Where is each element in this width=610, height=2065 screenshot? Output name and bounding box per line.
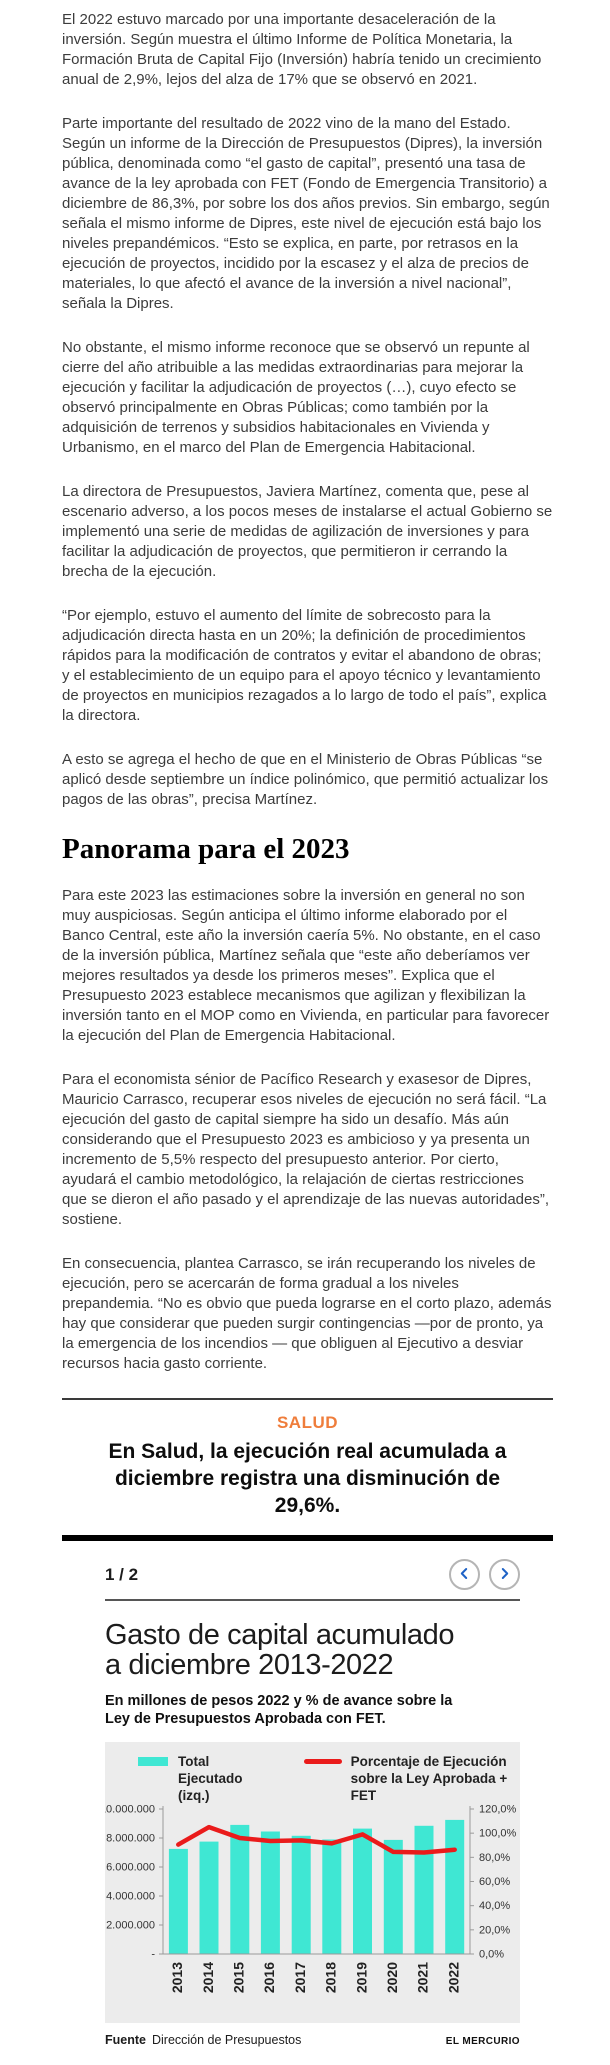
svg-text:0,0%: 0,0% [479,1948,505,1961]
chevron-right-icon [498,1567,511,1583]
svg-text:-: - [151,1948,155,1961]
chart-title: Gasto de capital acumulado a diciembre 2013-2022 [105,1619,455,1681]
svg-text:2015: 2015 [230,1962,247,1994]
chart-legend [105,1753,520,1804]
svg-text:120,0%: 120,0% [479,1804,517,1816]
carousel-nav [449,1559,520,1590]
svg-text:2022: 2022 [445,1962,462,1994]
svg-text:2013: 2013 [169,1962,186,1994]
next-slide-button[interactable] [489,1559,520,1590]
chart-carousel [105,1559,520,2047]
chart-source: Fuente Dirección de Presupuestos [105,2033,302,2047]
related-story-headline: En Salud, la ejecución real acumulada a diciembre registra una disminución de 29,6%. [108,1440,507,1517]
svg-text:80,0%: 80,0% [479,1851,511,1864]
chart-source-row [105,2033,520,2047]
svg-text:8.000.000: 8.000.000 [106,1832,155,1845]
publisher-credit: EL MERCURIO [445,2036,520,2047]
svg-text:4.000.000: 4.000.000 [106,1890,155,1903]
article-paragraph: “Por ejemplo, estuvo el aumento del límite de sobrecosto para la adjudicación directa hasta en un 20%; la definición de procedimientos rápidos para la modificación de contratos y evitar el abandono de obras; y el establecimiento de un equipo para el apoyo técnico y levantamiento de proyectos en municipios rezagados a lo largo de todo el país”, explica la directora. [62,607,547,724]
svg-text:2019: 2019 [353,1962,370,1994]
svg-text:100,0%: 100,0% [479,1827,517,1840]
carousel-pagination: 1 / 2 [105,1564,139,1584]
prev-slide-button[interactable] [449,1559,480,1590]
chart-subtitle: En millones de pesos 2022 y % de avance sobre la Ley de Presupuestos Aprobada con FET. [105,1693,453,1727]
svg-text:2017: 2017 [291,1962,308,1994]
svg-text:2.000.000: 2.000.000 [106,1919,155,1932]
bar-swatch-icon [138,1757,168,1766]
svg-text:20,0%: 20,0% [479,1924,511,1937]
combo-chart [105,1804,520,2023]
section-kicker: SALUD [276,1413,339,1432]
chart-figure [105,1742,520,2023]
carousel-header [105,1559,520,1601]
section-heading: Panorama para el 2023 [62,833,350,865]
article-paragraph: Para el economista sénior de Pacífico Research y exasesor de Dipres, Mauricio Carrasco, recuperar esos niveles de ejecución no será fácil. “La ejecución del gasto de capital siempre ha sido un desafío. Más aún considerando que el Presupuesto 2023 es ambicioso y ya presenta un incremento de 5,5% respecto del presupuesto anterior. Por cierto, ayudará el cambio metodológico, la relajación de ciertas restricciones que se dieron el año pasado y el aprendizaje de las nuevas autoridades”, sostiene. [62,1071,550,1228]
article-paragraph: Para este 2023 las estimaciones sobre la inversión en general no son muy auspiciosas. Según anticipa el último informe elaborado por el Banco Central, este año la inversión caería 5%. No obstante, en el caso de la inversión pública, Martínez señala que “este año deberíamos ver mejores resultados ya desde los primeros meses”. Explica que el Presupuesto 2023 establece mecanismos que agilizan y flexibilizan la inversión tanto en el MOP como en Vivienda, en particular para favorecer la ejecución del Plan de Emergencia Habitacional. [62,887,550,1044]
article-paragraph: El 2022 estuvo marcado por una importante desaceleración de la inversión. Según muestra el último Informe de Política Monetaria, la Formación Bruta de Capital Fijo (Inversión) habría tenido un crecimiento anual de 2,9%, lejos del alza de 17% que se observó en 2021. [62,11,542,88]
legend-item-total-ejecutado: Total Ejecutado (izq.) [138,1753,268,1804]
article-paragraph: En consecuencia, plantea Carrasco, se irán recuperando los niveles de ejecución, pero se acercarán de forma gradual a los niveles prepandemia. “No es obvio que pueda lograrse en el corto plazo, además hay que considerar que pueden surgir contingencias —por de pronto, ya la emergencia de los incendios — que obliguen al Ejecutivo a desviar recursos hacia gasto corriente. [62,1255,552,1372]
svg-text:40,0%: 40,0% [479,1900,511,1913]
svg-text:2018: 2018 [322,1962,339,1994]
svg-text:6.000.000: 6.000.000 [106,1861,155,1874]
chevron-left-icon [458,1567,471,1583]
article-paragraph: No obstante, el mismo informe reconoce que se observó un repunte al cierre del año atribuible a las medidas extraordinarias para mejorar la ejecución y facilitar la adjudicación de proyectos (…), cuyo efecto se observó principalmente en Obras Públicas; como también por la adquisición de terrenos y subsidios habitacionales en Vivienda y Urbanismo, en el marco del Plan de Emergencia Habitacional. [62,339,530,456]
legend-item-porcentaje-ejecucion: Porcentaje de Ejecución sobre la Ley Aprobada + FET [304,1753,520,1804]
svg-text:60,0%: 60,0% [479,1876,511,1888]
svg-text:2021: 2021 [414,1962,431,1994]
svg-text:2020: 2020 [383,1962,400,1994]
article-paragraph: A esto se agrega el hecho de que en el Ministerio de Obras Públicas “se aplicó desde septiembre un índice polinómico, que permitió actualizar los pagos de las obras”, precisa Martínez. [62,751,549,808]
svg-text:2014: 2014 [199,1962,216,1994]
svg-text:2016: 2016 [261,1962,278,1994]
line-swatch-icon [304,1759,342,1764]
article-paragraph: Parte importante del resultado de 2022 vino de la mano del Estado. Según un informe de la Dirección de Presupuestos (Dipres), la inversión pública, denominada como “el gasto de capital”, presentó una tasa de avance de la ley aprobada con FET (Fondo de Emergencia Transitorio) a diciembre de 86,3%, por sobre los dos años previos. Sin embargo, según señala el mismo informe de Dipres, este nivel de ejecución está bajo los niveles prepandémicos. “Esto se explica, en parte, por retrasos en la ejecución de proyectos, incidido por la escasez y el alza de precios de materiales, lo que afectó el avance de la inversión a nivel nacional”, señala la Dipres. [62,115,550,312]
article-paragraph: La directora de Presupuestos, Javiera Martínez, comenta que, pese al escenario adverso, a los pocos meses de instalarse el actual Gobierno se implementó una serie de medidas de agilización de inversiones y para facilitar la adjudicación de proyectos, que permitieron ir cerrando la brecha de la ejecución. [62,483,553,580]
svg-text:10.000.000: 10.000.000 [105,1804,155,1816]
related-story-callout [62,1398,553,1541]
